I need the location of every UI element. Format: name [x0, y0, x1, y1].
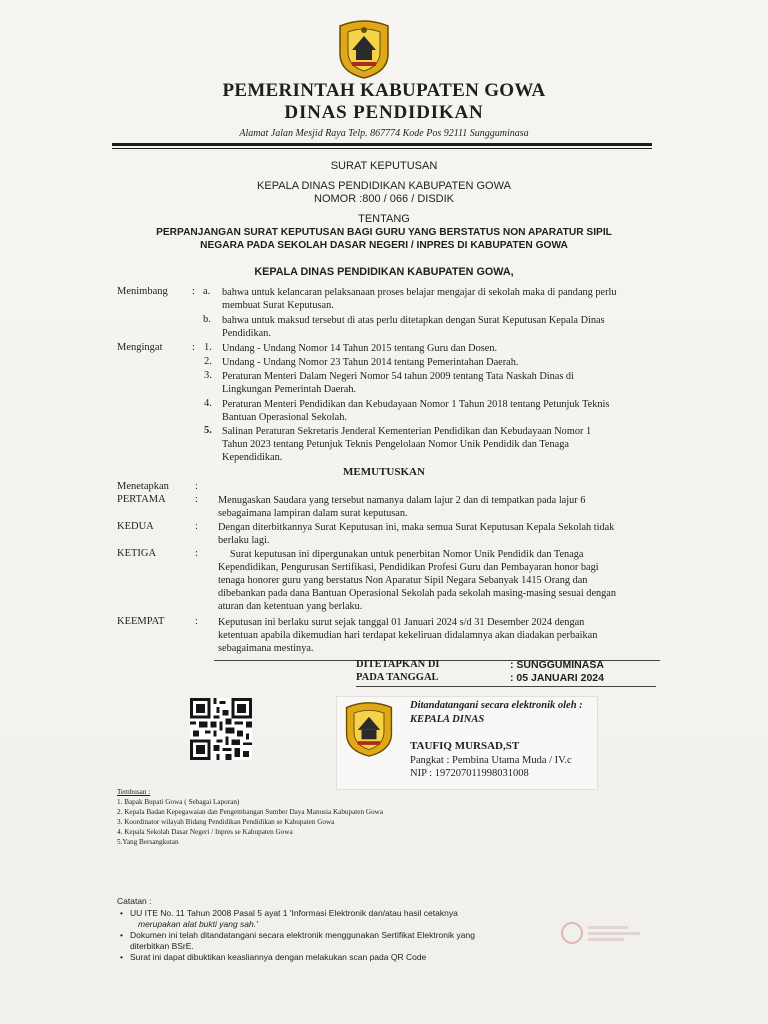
ketiga-text-3: tenaga honorer guru yang berstatus Non Aparatur Sipil Negara Sebanyak 1415 Orang dan: [218, 575, 588, 586]
doc-about: TENTANG: [358, 213, 410, 225]
catatan-bullet-2: •: [120, 930, 123, 940]
keempat-colon: :: [195, 616, 198, 627]
sig-line-1: Ditandatangani secara elektronik oleh :: [410, 700, 583, 711]
catatan-title: Catatan :: [117, 896, 152, 906]
catatan-item-2-2: diterbitkan BSrE.: [130, 941, 194, 951]
ketiga-text-5: aturan dan ketentuan yang berlaku.: [218, 601, 363, 612]
address-line: Alamat Jalan Mesjid Raya Telp. 867774 Kode Pos 92111 Sungguminasa: [239, 128, 529, 139]
org-name: PEMERINTAH KABUPATEN GOWA: [222, 80, 546, 101]
pertama-text-2: sebagaimana lampiran dalam surat keputusan.: [218, 508, 408, 519]
dept-name: DINAS PENDIDIKAN: [284, 102, 484, 123]
tembusan-item-2: 2. Kepala Badan Kepegawaian dan Pengembangan Sumber Daya Manusia Kabupaten Gowa: [117, 808, 384, 816]
catatan-bullet-3: •: [120, 952, 123, 962]
catatan-bullet-1: •: [120, 908, 123, 918]
doc-head: KEPALA DINAS PENDIDIKAN KABUPATEN GOWA,: [254, 266, 514, 278]
menimbang-a-text-1: bahwa untuk kelancaran pelaksanaan proses belajar mengajar di sekolah maka di pandang perlu: [222, 287, 617, 298]
menetapkan-label: Menetapkan: [117, 481, 169, 492]
tembusan-item-1: 1. Bapak Bupati Gowa ( Sebagai Laporan): [117, 798, 240, 806]
ditetapkan-di-value: : SUNGGUMINASA: [510, 659, 604, 671]
keempat-text-3: sebagaimana mestinya.: [218, 643, 314, 654]
tembusan-item-3: 3. Koordinator wilayah Bidang Pendidikan Pendidikan se Kabupaten Gowa: [117, 818, 335, 826]
catatan-item-3-1: Surat ini dapat dibuktikan keasliannya dengan melakukan scan pada QR Code: [130, 952, 427, 962]
ditetapkan-tgl-label: PADA TANGGAL: [356, 672, 439, 683]
tembusan-item-4: 4. Kepala Sekolah Dasar Negeri / Inpres se Kabupaten Gowa: [117, 828, 293, 836]
mengingat-5-text-1: Salinan Peraturan Sekretaris Jenderal Kementerian Pendidikan dan Kebudayaan Nomor 1: [222, 426, 592, 437]
kedua-colon: :: [195, 521, 198, 532]
sig-name: TAUFIQ MURSAD,ST: [410, 740, 520, 752]
gowa-emblem-icon: [340, 700, 398, 758]
menimbang-b-num: b.: [203, 314, 211, 325]
header-rule-thick: [112, 143, 652, 146]
sig-nip: NIP : 197207011998031008: [410, 768, 529, 779]
ketiga-text-1: Surat keputusan ini dipergunakan untuk penerbitan Nomor Unik Pendidik dan Tenaga: [230, 549, 584, 560]
doc-type: SURAT KEPUTUSAN: [330, 160, 438, 172]
mengingat-label: Mengingat: [117, 342, 163, 353]
menimbang-colon: :: [192, 286, 195, 297]
ditetapkan-tgl-value: : 05 JANUARI 2024: [510, 672, 604, 684]
header-rule-thin: [112, 148, 652, 149]
mengingat-3-text-2: Lingkungan Pemerintah Daerah.: [222, 384, 357, 395]
menetapkan-colon: :: [195, 481, 198, 492]
ketiga-label: KETIGA: [117, 548, 157, 559]
mengingat-3-text-1: Peraturan Menteri Dalam Negeri Nomor 54 tahun 2009 tentang Tata Naskah Dinas di: [222, 371, 574, 382]
catatan-item-2-1: Dokumen ini telah ditandatangani secara elektronik menggunakan Sertifikat Elektronik yang: [130, 930, 475, 940]
mengingat-4-text-1: Peraturan Menteri Pendidikan dan Kebudayaan Nomor 1 Tahun 2018 tentang Petunjuk Teknis: [222, 399, 610, 410]
mengingat-1-text: Undang - Undang Nomor 14 Tahun 2015 tentang Guru dan Dosen.: [222, 343, 498, 354]
doc-issuer: KEPALA DINAS PENDIDIKAN KABUPATEN GOWA: [257, 180, 511, 192]
menimbang-label: Menimbang: [117, 286, 168, 297]
mengingat-5-text-3: Kependidikan.: [222, 452, 283, 463]
memutuskan-heading: MEMUTUSKAN: [343, 466, 425, 478]
keempat-label: KEEMPAT: [117, 616, 165, 627]
catatan-item-1-1: UU ITE No. 11 Tahun 2008 Pasal 5 ayat 1 'Informasi Elektronik dan/atau hasil cetaknya: [130, 908, 458, 918]
doc-subject-2: NEGARA PADA SEKOLAH DASAR NEGERI / INPRES DI KABUPATEN GOWA: [200, 240, 568, 251]
sig-line-2: KEPALA DINAS: [410, 714, 485, 725]
menimbang-b-text-2: Pendidikan.: [222, 328, 271, 339]
kedua-text-2: berlaku lagi.: [218, 535, 270, 546]
mengingat-4-num: 4.: [204, 398, 212, 409]
ditetapkan-di-label: DITETAPKAN DI: [356, 659, 440, 670]
menimbang-a-text-2: membuat Surat Keputusan.: [222, 300, 334, 311]
ketiga-colon: :: [195, 548, 198, 559]
mengingat-2-num: 2.: [204, 356, 212, 367]
sig-rank: Pangkat : Pembina Utama Muda / IV.c: [410, 755, 572, 766]
mengingat-5-text-2: Tahun 2023 tentang Petunjuk Teknis Pengelolaan Nomor Unik Pendidik dan Tenaga: [222, 439, 569, 450]
mengingat-1-num: 1.: [204, 342, 212, 353]
watermark-logo-icon: [560, 918, 650, 948]
keempat-text-2: ketentuan apabila dikemudian hari terdapat kekeliruan didalamnya akan diadakan perbaikan: [218, 630, 598, 641]
pertama-label: PERTAMA: [117, 494, 166, 505]
menimbang-b-text-1: bahwa untuk maksud tersebut di atas perlu ditetapkan dengan Surat Keputusan Kepala Dinas: [222, 315, 605, 326]
pertama-colon: :: [195, 494, 198, 505]
kedua-label: KEDUA: [117, 521, 154, 532]
mengingat-5-num: 5.: [204, 425, 212, 436]
mengingat-colon: :: [192, 342, 195, 353]
mengingat-3-num: 3.: [204, 370, 212, 381]
kedua-text-1: Dengan diterbitkannya Surat Keputusan ini, maka semua Surat Keputusan Kepala Sekolah tidak: [218, 522, 615, 533]
qr-code-icon: [190, 698, 252, 760]
pertama-text-1: Menugaskan Saudara yang tersebut namanya dalam lajur 2 dan di tempatkan pada lajur 6: [218, 495, 586, 506]
doc-subject-1: PERPANJANGAN SURAT KEPUTUSAN BAGI GURU YANG BERSTATUS NON APARATUR SIPIL: [156, 227, 612, 238]
keempat-text-1: Keputusan ini berlaku surut sejak tanggal 01 Januari 2024 s/d 31 Desember 2024 dengan: [218, 617, 585, 628]
tembusan-title: Tembusan :: [117, 788, 151, 796]
menimbang-a-num: a.: [203, 286, 211, 297]
doc-number: NOMOR :800 / 066 / DISDIK: [314, 193, 454, 205]
tembusan-item-5: 5.Yang Bersangkutan: [117, 838, 179, 846]
gowa-emblem-icon: [334, 18, 394, 80]
mengingat-4-text-2: Bantuan Operasional Sekolah.: [222, 412, 347, 423]
catatan-item-1-2: merupakan alat bukti yang sah.': [138, 919, 258, 929]
ketiga-text-2: Kependidikan, Pengurusan Sertifikasi, Pendidikan Profesi Guru dan Pembayaran honor bagi: [218, 562, 599, 573]
mengingat-2-text: Undang - Undang Nomor 23 Tahun 2014 tentang Pemerintahan Daerah.: [222, 357, 519, 368]
ketiga-text-4: dibebankan pada dana Bantuan Operasional Sekolah pada sekolah masing-masing sesuai dengan: [218, 588, 617, 599]
ditetapkan-underline: [356, 686, 656, 687]
